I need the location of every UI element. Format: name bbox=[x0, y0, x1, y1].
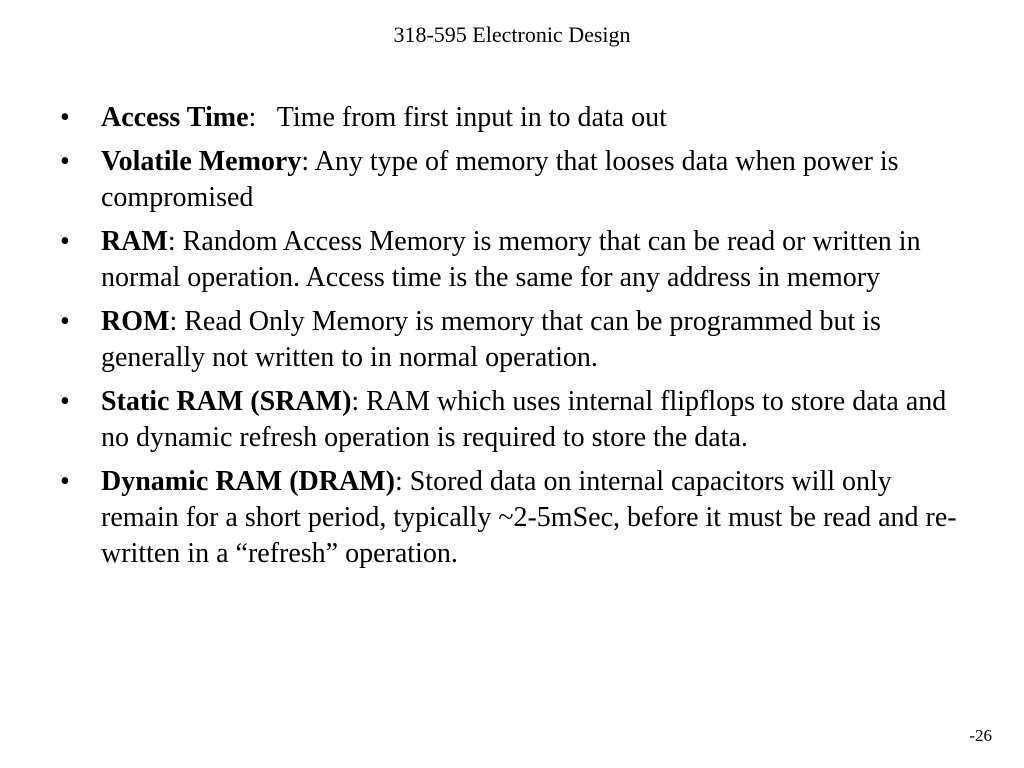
bullet-term: Static RAM (SRAM) bbox=[101, 386, 352, 417]
bullet-icon: • bbox=[60, 306, 70, 337]
bullet-description: Random Access Memory is memory that can be read or written in normal operation. Access time is the same for any address in memory bbox=[101, 226, 921, 293]
bullet-access-time bbox=[0, 100, 1024, 136]
bullet-description: Any type of memory that looses data when power is compromised bbox=[101, 146, 899, 213]
slide-header: 318-595 Electronic Design bbox=[393, 22, 631, 47]
bullet-icon: • bbox=[60, 146, 70, 177]
bullet-icon: • bbox=[60, 226, 70, 257]
bullet-description: Read Only Memory is memory that can be programmed but is generally not written to in normal operation. bbox=[101, 306, 881, 373]
bullet-term: Dynamic RAM (DRAM) bbox=[101, 466, 395, 497]
bullet-separator: : bbox=[248, 102, 277, 133]
bullet-term: ROM bbox=[101, 306, 170, 337]
bullet-term: Access Time bbox=[101, 102, 249, 133]
bullet-term: Volatile Memory bbox=[101, 146, 302, 177]
bullet-icon: • bbox=[60, 466, 70, 497]
bullet-separator: : bbox=[394, 466, 410, 497]
bullet-separator: : bbox=[301, 146, 315, 177]
page-number: -26 bbox=[969, 726, 992, 745]
bullet-separator: : bbox=[351, 386, 367, 417]
bullet-separator: : bbox=[167, 226, 183, 257]
bullet-icon: • bbox=[60, 102, 70, 133]
bullet-description: Time from first input in to data out bbox=[276, 102, 667, 133]
bullet-rom bbox=[0, 304, 1024, 376]
bullet-separator: : bbox=[169, 306, 185, 337]
bullet-icon: • bbox=[60, 386, 70, 417]
bullet-dynamic-ram bbox=[0, 464, 1024, 572]
bullet-ram bbox=[0, 224, 1024, 296]
bullet-volatile-memory bbox=[0, 144, 1024, 216]
bullet-description: Stored data on internal capacitors will only remain for a short period, typically ~2-5mSec, before it must be read and re-written in a “refresh” operation. bbox=[101, 466, 957, 569]
definition-list bbox=[0, 100, 1024, 580]
bullet-static-ram bbox=[0, 384, 1024, 456]
bullet-term: RAM bbox=[101, 226, 168, 257]
bullet-description: RAM which uses internal flipflops to store data and no dynamic refresh operation is required to store the data. bbox=[101, 386, 947, 453]
